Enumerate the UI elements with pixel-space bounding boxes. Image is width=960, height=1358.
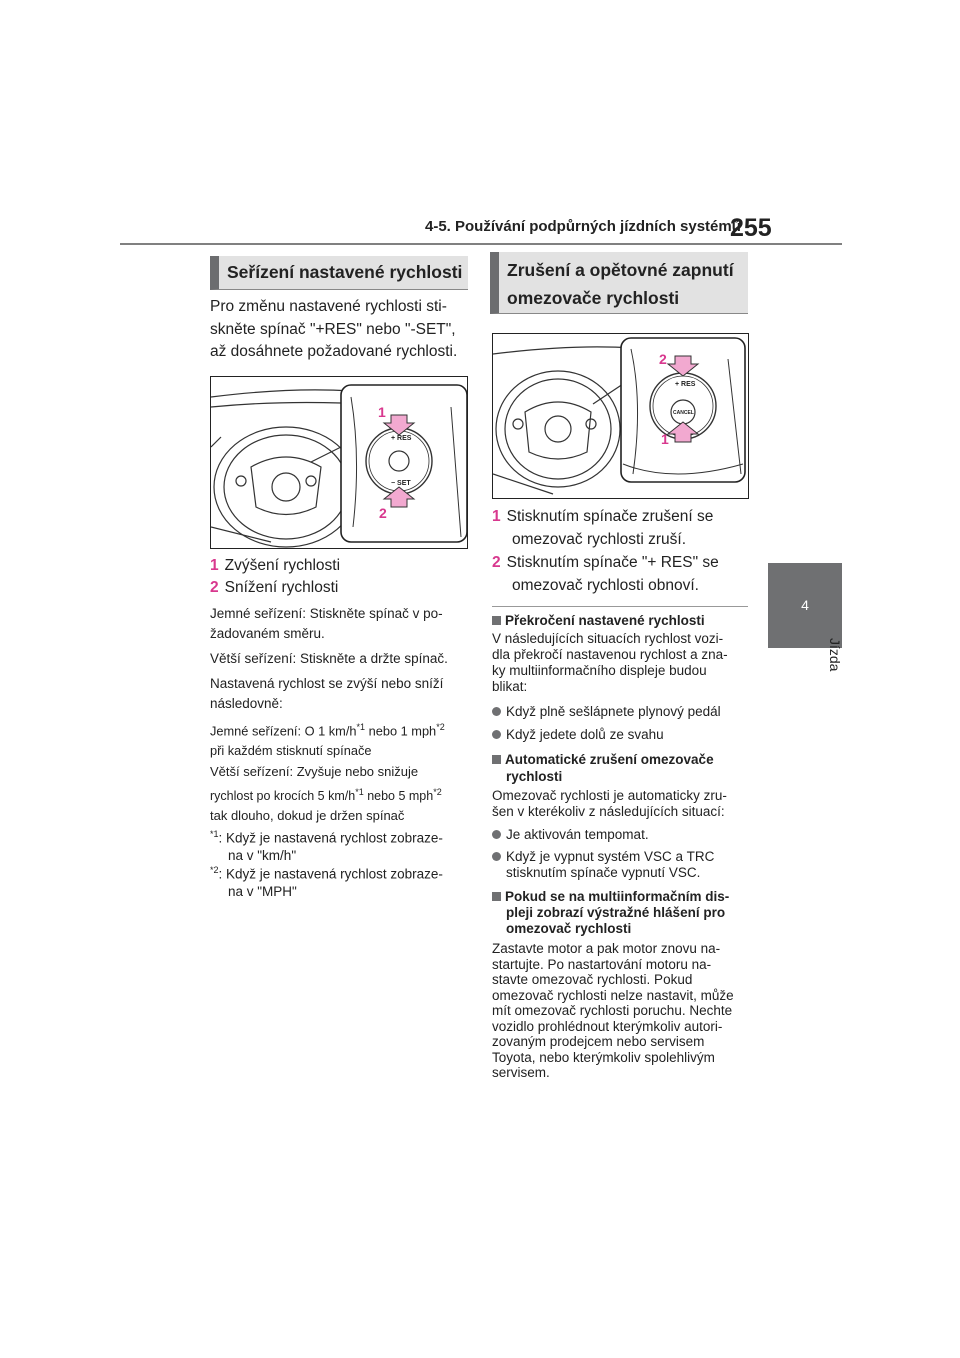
item-number: 2: [492, 554, 501, 571]
item-number: 1: [210, 557, 219, 574]
text-line: žadovaném směru.: [210, 626, 325, 641]
item-text: Je aktivován tempomat.: [506, 827, 649, 842]
heading-text: Pokud se na multiinformačním dis-: [505, 889, 730, 904]
bullet-icon: [492, 730, 501, 739]
list-item: [492, 703, 754, 720]
steering-switch-illustration-set: [210, 376, 468, 549]
left-fine-adjust-2: [210, 717, 472, 761]
text-line: Omezovač rychlosti je automaticky zru-: [492, 788, 727, 803]
item-text: Když plně sešlápnete plynový pedál: [506, 704, 721, 719]
footnote-ref: *2: [436, 722, 445, 732]
callout-1: 1: [661, 431, 669, 447]
square-bullet-icon: [492, 755, 501, 764]
bullet-icon: [492, 852, 501, 861]
footnote-ref: *1: [355, 787, 364, 797]
text-line: zovaným prodejcem nebo servisem: [492, 1034, 705, 1049]
right-item-list: [492, 505, 762, 597]
text-line: na v "km/h": [228, 847, 297, 863]
item-text: omezovač rychlosti obnoví.: [512, 577, 699, 594]
callout-2: 2: [659, 351, 667, 367]
page-number: 255: [730, 214, 772, 242]
chapter-tab: 4: [768, 563, 842, 648]
text-part: : Když je nastavená rychlost zobraze-: [218, 866, 443, 882]
bullet-heading-overspeed: [492, 612, 754, 629]
list-item: [492, 726, 754, 743]
steering-wheel-drawing: [493, 334, 749, 499]
heading-text: rychlosti: [506, 769, 563, 784]
overspeed-text: [492, 631, 754, 695]
bullet-heading-warning: [492, 889, 754, 937]
item-text: Stisknutím spínače "+ RES" se: [506, 554, 719, 571]
bullet-heading-auto-cancel: [492, 751, 754, 785]
left-intro-line: skněte spínač "+RES" nebo "-SET",: [210, 320, 456, 338]
item-text: Snížení rychlosti: [224, 579, 339, 596]
heading-text: pleji zobrazí výstražné hlášení pro: [506, 905, 726, 920]
text-line: následovně:: [210, 696, 283, 711]
heading-text: omezovač rychlosti: [506, 921, 632, 936]
bullet-icon: [492, 830, 501, 839]
section-divider: [492, 606, 748, 607]
text-line: dla překročí nastavenou rychlost a zna-: [492, 647, 728, 662]
list-item: [492, 505, 762, 528]
text-line: startujte. Po nastartování motoru na-: [492, 956, 712, 972]
chapter-label: Jízda: [827, 638, 843, 672]
left-intro-line: Pro změnu nastavené rychlosti sti-: [210, 298, 447, 315]
footnote-ref: *1: [356, 722, 366, 732]
section-title: 4-5. Používání podpůrných jízdních systémů: [425, 218, 741, 235]
item-number: 1: [492, 508, 501, 525]
heading-text: Překročení nastavené rychlosti: [505, 613, 705, 628]
list-item: [492, 849, 754, 881]
footnote-mark: *1: [210, 829, 219, 839]
text-line: Nastavená rychlost se zvýší nebo sníží: [210, 676, 444, 691]
left-section-heading: Seřízení nastavené rychlosti: [210, 256, 468, 290]
text-line: stavte omezovač rychlosti. Pokud: [492, 972, 693, 987]
text-line: Toyota, nebo kterýmkoliv spolehlivým: [492, 1049, 715, 1065]
warning-text: [492, 941, 754, 1081]
text-part: nebo 5 mph: [363, 789, 434, 804]
steering-switch-illustration-cancel: [492, 333, 749, 499]
text-line: Zastavte motor a pak motor znovu na-: [492, 941, 721, 956]
list-item: [492, 551, 762, 574]
res-label: + RES: [391, 435, 412, 442]
text-line: mít omezovač rychlosti poruchu. Nechte: [492, 1003, 733, 1018]
text-line: servisem.: [492, 1065, 550, 1080]
text-line: vozidlo prohlédnout kterýmkoliv autori-: [492, 1018, 723, 1034]
footnote-mark: *2: [210, 865, 219, 875]
auto-cancel-text: [492, 788, 754, 820]
text-part: : Když je nastavená rychlost zobraze-: [218, 830, 443, 846]
square-bullet-icon: [492, 616, 501, 625]
heading-line: Zrušení a opětovné zapnutí: [507, 260, 734, 280]
text-line: tak dlouho, dokud je držen spínač: [210, 808, 405, 824]
heading-line: omezovače rychlosti: [507, 288, 680, 308]
footnote-ref: *2: [433, 787, 442, 797]
steering-wheel-drawing: [211, 377, 468, 549]
text-line: ky multiinformačního displeje budou: [492, 663, 707, 678]
item-text: Zvýšení rychlosti: [224, 557, 341, 574]
footnote-1: [210, 826, 472, 864]
text-line: při každém stisknutí spínače: [210, 743, 372, 759]
text-line: šen v kterékoliv z následujících situací:: [492, 804, 725, 819]
text-line: Větší seřízení: Zvyšuje nebo snižuje: [210, 764, 419, 779]
footnote-2: [210, 862, 472, 900]
text-line: blikat:: [492, 679, 528, 694]
heading-text: Automatické zrušení omezovače: [505, 752, 714, 767]
res-label: + RES: [675, 381, 696, 388]
header-divider: [120, 243, 842, 245]
right-section-heading: [490, 252, 748, 314]
left-intro: [210, 296, 470, 364]
item-text: Když jedete dolů ze svahu: [506, 727, 664, 742]
set-label: − SET: [391, 480, 411, 487]
item-text: Stisknutím spínače zrušení se: [506, 508, 714, 525]
left-coarse-adjust: Větší seřízení: Stiskněte a držte spínač.: [210, 651, 448, 666]
callout-1: 1: [378, 404, 386, 420]
cancel-label: CANCEL: [673, 410, 694, 416]
square-bullet-icon: [492, 892, 501, 901]
item-number: 2: [210, 579, 219, 596]
item-text: Když je vypnut systém VSC a TRC: [506, 849, 715, 864]
list-item: [210, 577, 470, 599]
list-item: [210, 555, 470, 577]
left-intro-line: až dosáhnete požadované rychlosti.: [210, 343, 458, 360]
left-coarse-adjust-2: [210, 762, 472, 826]
text-part: rychlost po krocích 5 km/h: [210, 789, 356, 804]
left-fine-adjust: [210, 604, 472, 644]
text-part: Jemné seřízení: O 1 km/h: [210, 723, 357, 739]
bullet-icon: [492, 707, 501, 716]
item-text: stisknutím spínače vypnutí VSC.: [506, 865, 701, 880]
item-text: omezovač rychlosti zruší.: [512, 531, 686, 548]
text-line: Jemné seřízení: Stiskněte spínač v po-: [210, 606, 443, 621]
left-item-list: [210, 555, 470, 599]
text-line: V následujících situacích rychlost vozi-: [492, 631, 724, 646]
text-line: omezovač rychlosti nelze nastavit, může: [492, 987, 734, 1003]
callout-2: 2: [379, 505, 387, 521]
text-part: nebo 1 mph: [365, 723, 437, 739]
list-item: [492, 826, 754, 843]
left-change-text: [210, 674, 472, 714]
text-line: na v "MPH": [228, 883, 297, 899]
